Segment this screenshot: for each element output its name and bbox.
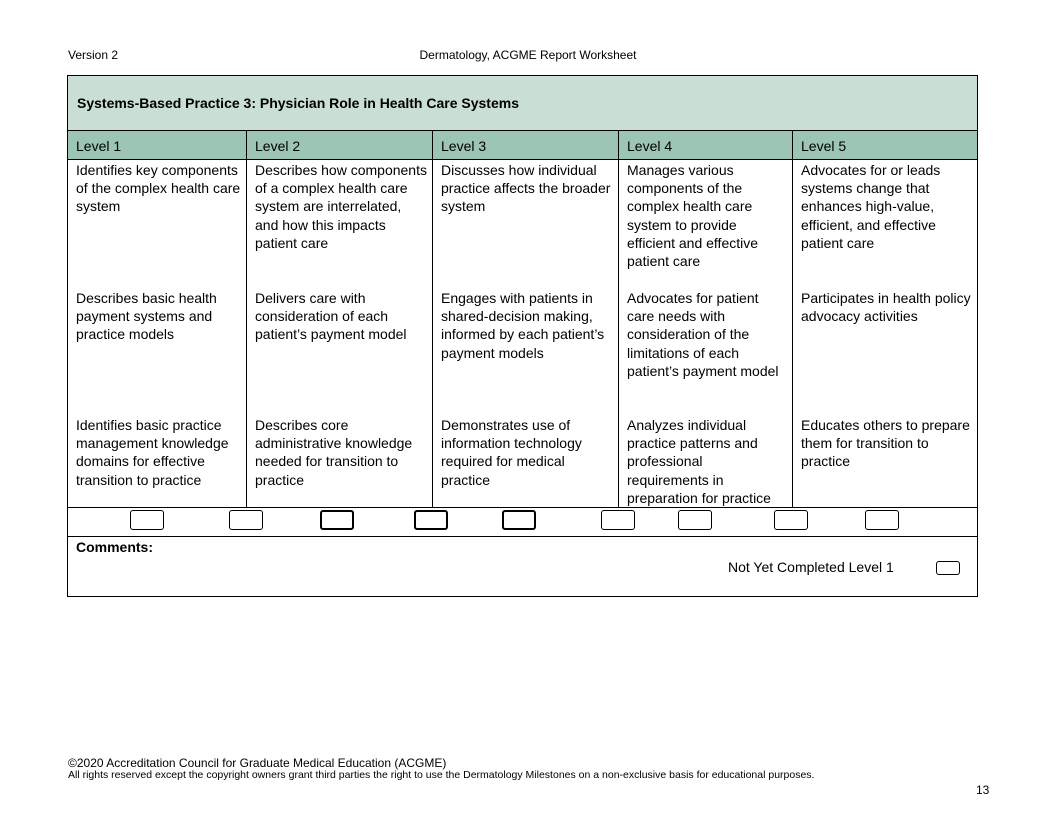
milestone-cell: Advocates for or leads systems change that enhances high-value, efficient, and effective patient care	[801, 162, 941, 251]
rating-checkbox[interactable]	[678, 510, 712, 530]
level-5-header	[793, 131, 977, 159]
level-4-header	[619, 131, 793, 159]
milestone-cell: Identifies basic practice management knowledge domains for effective transition to practice	[76, 417, 229, 488]
rating-checkbox[interactable]	[865, 510, 899, 530]
table-divider	[68, 536, 977, 537]
level-1-header	[68, 131, 247, 159]
level-4-label: Level 4	[627, 138, 673, 154]
level-2-header	[247, 131, 433, 159]
level-3-header	[433, 131, 619, 159]
milestone-cell: Demonstrates use of information technology required for medical practice	[441, 417, 582, 488]
milestone-cell: Manages various components of the complex health care system to provide efficient and effective patient care	[627, 162, 759, 270]
milestone-cell: Describes how components of a complex health care system are interrelated, and how this impacts patient care	[255, 162, 427, 251]
milestone-cell: Advocates for patient care needs with consideration of the limitations of each patient’s payment model	[627, 290, 779, 379]
levels-header-row	[68, 131, 977, 160]
table-divider	[68, 507, 977, 508]
milestone-table	[67, 75, 978, 597]
milestone-cell: Identifies key components of the complex health care system	[76, 162, 241, 215]
level-5-label: Level 5	[801, 138, 847, 154]
header-version: Version 2	[68, 48, 119, 62]
rating-checkbox[interactable]	[229, 510, 263, 530]
milestone-cell: Educates others to prepare them for transition to practice	[801, 417, 970, 470]
level-1-label: Level 1	[76, 138, 122, 154]
milestone-cell: Analyzes individual practice patterns and professional requirements in preparation for practice	[627, 417, 771, 506]
milestone-cell: Discusses how individual practice affects the broader system	[441, 162, 611, 215]
level-3-label: Level 3	[441, 138, 487, 154]
milestone-title-band	[68, 76, 977, 131]
milestone-cell: Describes core administrative knowledge needed for transition to practice	[255, 417, 413, 488]
rating-checkbox[interactable]	[414, 510, 448, 530]
level-2-label: Level 2	[255, 138, 301, 154]
footer-copyright: ©2020 Accreditation Council for Graduate Medical Education (ACGME)	[68, 756, 447, 770]
milestone-title: Systems-Based Practice 3: Physician Role in Health Care Systems	[77, 95, 519, 111]
header-worksheet-title: Dermatology, ACGME Report Worksheet	[419, 48, 637, 62]
rating-checkbox[interactable]	[502, 510, 536, 530]
page-number: 13	[976, 783, 990, 797]
milestone-cell: Describes basic health payment systems and practice models	[76, 290, 217, 343]
comments-label: Comments:	[76, 539, 154, 555]
footer-rights: All rights reserved except the copyright owners grant third parties the right to use the Dermatology Milestones on a non-exclusive basis for educational purposes.	[68, 769, 815, 781]
milestone-cell: Engages with patients in shared-decision making, informed by each patient’s payment models	[441, 290, 605, 361]
rating-checkbox[interactable]	[130, 510, 164, 530]
milestone-cell: Delivers care with consideration of each patient’s payment model	[255, 290, 407, 343]
rating-checkbox[interactable]	[601, 510, 635, 530]
milestone-cell: Participates in health policy advocacy activities	[801, 290, 971, 325]
not-yet-completed-checkbox[interactable]	[936, 561, 960, 575]
rating-checkbox[interactable]	[774, 510, 808, 530]
not-yet-completed-label: Not Yet Completed Level 1	[728, 559, 894, 575]
rating-checkbox[interactable]	[320, 510, 354, 530]
